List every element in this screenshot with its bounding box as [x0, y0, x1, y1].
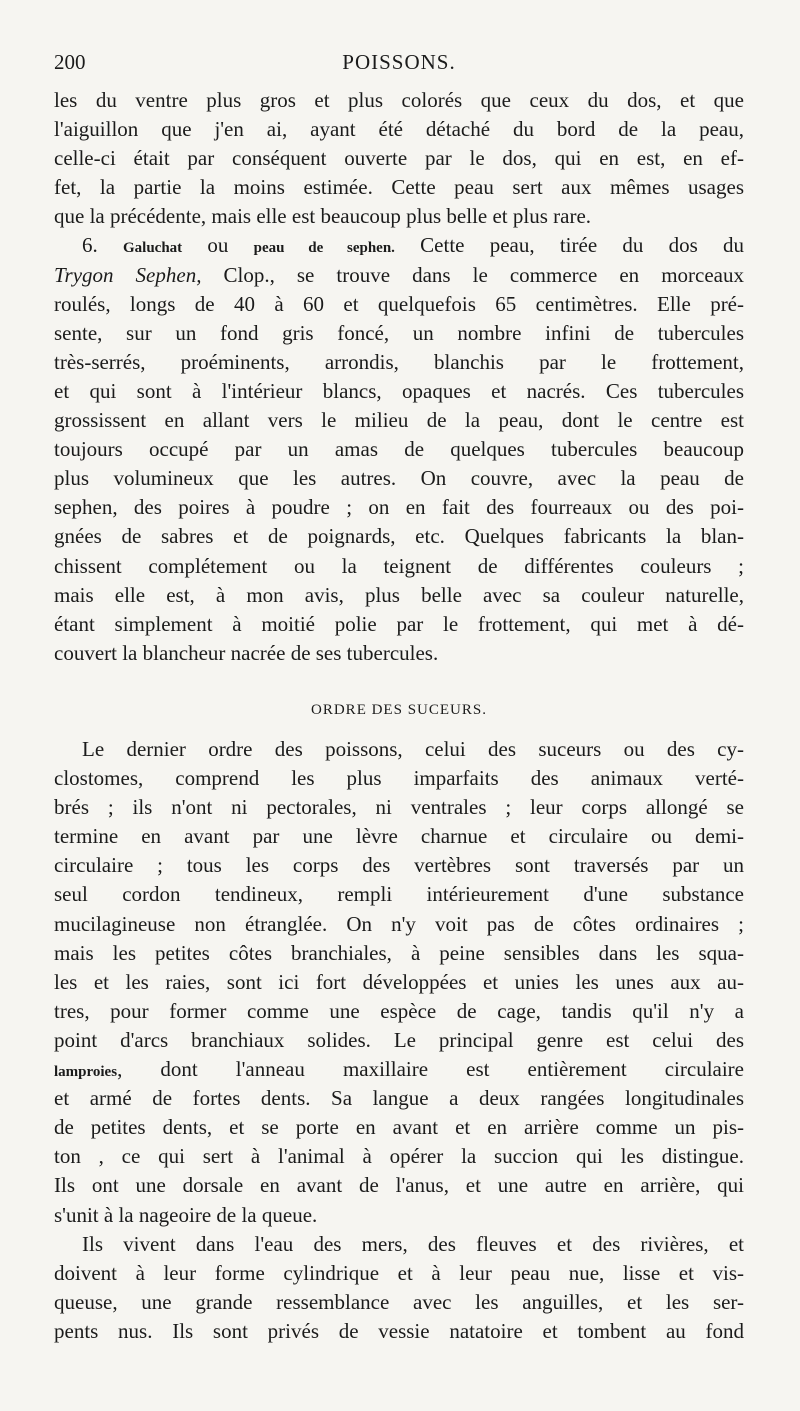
text-line: mais les petites côtes branchiales, à peine sensibles dans les squa-	[54, 940, 744, 965]
paragraph-block-peau	[54, 86, 744, 668]
section-heading: ORDRE DES SUCEURS.	[311, 702, 487, 718]
text-line: roulés, longs de 40 à 60 et quelquefois 65 centimètres. Elle pré-	[54, 291, 744, 316]
text-line-lamproies	[54, 1055, 744, 1084]
text-line: sente, sur un fond gris foncé, un nombre infini de tubercules	[54, 320, 744, 345]
text-line: circulaire ; tous les corps des vertèbres sont traversés par un	[54, 853, 744, 878]
line-rest: Cette peau, tirée du dos du	[394, 233, 745, 258]
term-galuchat: Galuchat	[123, 240, 183, 257]
text-line: Le dernier ordre des poissons, celui des suceurs ou des cy-	[82, 737, 744, 761]
text-line: grossissent en allant vers le milieu de la peau, dont le centre est	[54, 408, 744, 433]
text-line: tres, pour former comme une espèce de cage, tandis qu'il n'y a	[54, 998, 744, 1023]
text-line: s'unit à la nageoire de la queue.	[54, 1202, 318, 1227]
text-line: toujours occupé par un amas de quelques tubercules beaucoup	[54, 437, 744, 462]
term-lamproies: lamproies	[54, 1064, 118, 1081]
text-line-galuchat	[54, 231, 744, 260]
text-line: fet, la partie la moins estimée. Cette peau sert aux mêmes usages	[54, 175, 744, 200]
paragraph-block-suceurs	[54, 735, 744, 1346]
text-line: seul cordon tendineux, rempli intérieurement d'une substance	[54, 882, 744, 907]
text-line: chissent complétement ou la teignent de différentes couleurs ;	[54, 553, 744, 578]
text-line: plus volumineux que les autres. On couvre, avec la peau de	[54, 466, 744, 491]
text-line: pents nus. Ils sont privés de vessie natatoire et tombent au fond	[54, 1318, 744, 1343]
term-peau-de-sephen: peau de sephen.	[253, 240, 395, 257]
text-line: de petites dents, et se porte en avant et en arrière comme un pis-	[54, 1115, 744, 1140]
text-line: les du ventre plus gros et plus colorés que ceux du dos, et que	[54, 88, 744, 112]
text-line: ton , ce qui sert à l'animal à opérer la succion qui les distingue.	[54, 1144, 744, 1169]
text-line: l'aiguillon que j'en ai, ayant été détaché du bord de la peau,	[54, 117, 744, 142]
text-line: et qui sont à l'intérieur blancs, opaques et nacrés. Ces tubercules	[54, 378, 744, 403]
text-line: termine en avant par une lèvre charnue et circulaire ou demi-	[54, 824, 744, 849]
text-line: celle-ci était par conséquent ouverte par le dos, qui en est, en ef-	[54, 146, 744, 171]
page-number: 200	[54, 50, 86, 74]
text-line: Ils ont une dorsale en avant de l'anus, et une autre en arrière, qui	[54, 1173, 744, 1198]
running-title: POISSONS.	[342, 50, 456, 74]
text-line: gnées de sabres et de poignards, etc. Quelques fabricants la blan-	[54, 524, 744, 549]
line-rest: Clop., se trouve dans le commerce en morceaux	[201, 262, 745, 287]
text-line: mais elle est, à mon avis, plus belle avec sa couleur naturelle,	[54, 582, 744, 607]
text-line: point d'arcs branchiaux solides. Le principal genre est celui des	[54, 1027, 744, 1052]
text-line: sephen, des poires à poudre ; on en fait des fourreaux ou des poi-	[54, 495, 744, 520]
text-line: étant simplement à moitié polie par le frottement, qui met à dé-	[54, 611, 744, 636]
text-line: les et les raies, sont ici fort développées et unies les unes aux au-	[54, 969, 744, 994]
text-line: brés ; ils n'ont ni pectorales, ni ventrales ; leur corps allongé se	[54, 795, 744, 820]
text-line: clostomes, comprend les plus imparfaits des animaux verté-	[54, 766, 744, 791]
page-header	[54, 50, 744, 80]
text-line: Ils vivent dans l'eau des mers, des fleuves et des rivières, et	[82, 1231, 744, 1256]
text-line: mucilagineuse non étranglée. On n'y voit pas de côtes ordinaires ;	[54, 911, 744, 936]
text-line: doivent à leur forme cylindrique et à leur peau nue, lisse et vis-	[54, 1260, 744, 1285]
line-rest: , dont l'anneau maxillaire est entièrement circulaire	[117, 1057, 744, 1082]
connector: ou	[182, 233, 254, 258]
text-line-trygon	[54, 261, 744, 290]
species-name: Trygon Sephen,	[54, 262, 202, 287]
entry-number: 6.	[82, 233, 123, 258]
text-line: et armé de fortes dents. Sa langue a deux rangées longitudinales	[54, 1086, 744, 1111]
text-line: que la précédente, mais elle est beaucoup plus belle et plus rare.	[54, 204, 592, 229]
text-line: couvert la blancheur nacrée de ses tubercules.	[54, 640, 439, 665]
text-line: très-serrés, proéminents, arrondis, blanchis par le frottement,	[54, 349, 744, 374]
text-line: queuse, une grande ressemblance avec les anguilles, et les ser-	[54, 1289, 744, 1314]
